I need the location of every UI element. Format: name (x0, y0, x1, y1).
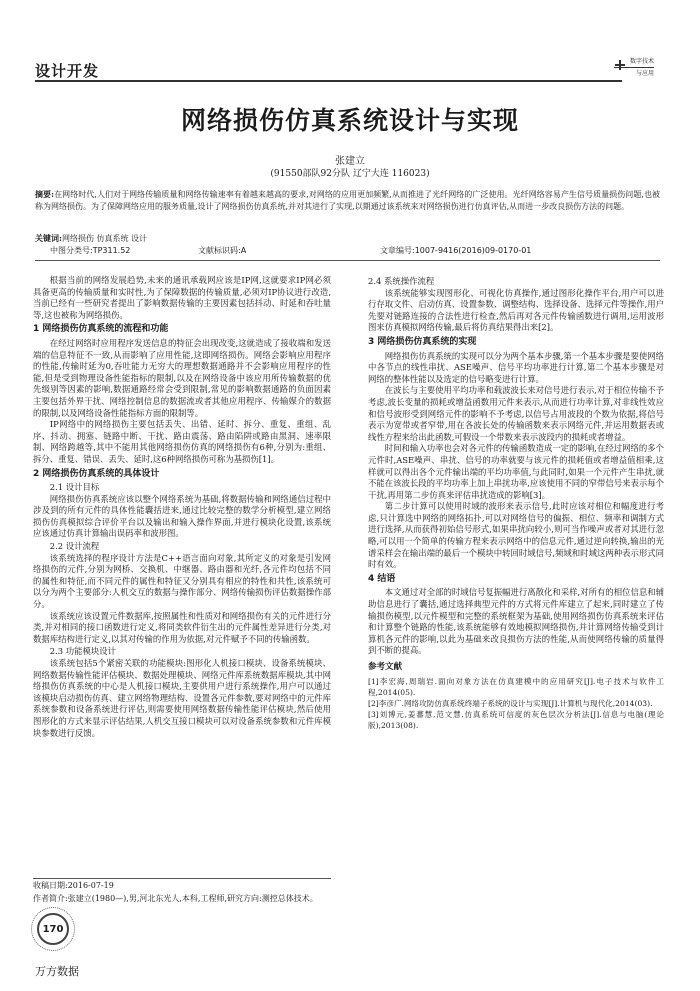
document-code: 文献标识码:A (198, 246, 247, 255)
reference-item: [1]李宏海,周瑞岩.面向对象方法在仿真建模中的应用研究[J].电子技术与软件工程,2014(05). (368, 676, 664, 697)
journal-badge-line1: 数字技术 (614, 58, 654, 68)
section-4-paragraph: 本文通过对全部的时域信号复振幅进行离散化和采样,对所有的相位信息和辅助信息进行了囊括,通过选择典型元件的方式将元件库建立了起来,同时建立了传输损伤模型,以元件模型和完整的系统框架为基础,使用网络损伤仿真系统来评估和计算整个链路的性能,该系统能够有效地模拟网络损伤,并计算网络传输受到计算机各元件的影响,以此为基础来改良损伤方法的性能,从而使网络传输的质量得到不断的提高。 (368, 587, 664, 656)
section-2-3-paragraph: 该系统包括5个紧密关联的功能模块:图形化人机接口模块、设备系统模块、网络数据传输性能评估模块、数据处理模块、网络元件库系统数据库模块,其中网络损伤仿真系统的中心是人机接口模块,主要供用户进行系统操作,用户可以通过该模块启动损伤仿真、建立网络物理结构、设置各元件参数,要对网络中的元件库系统参数和设备系统进行评估,则需要使用网络数据传输性能评估模块,然后使用图形化的方式来显示评估结果,人机交互接口模块可以对设备系统参数和元件库模块参数进行反馈。 (33, 658, 331, 738)
section-1-paragraph-1: 在经过网络时应用程序发送信息的特征会出现改变,这就造成了接收端和发送端的信息特征不一致,从而影响了应用性能,这即网络损伤。网络会影响应用程序的性能,传输时延为0,吞吐能力无穷大的理想数据通路并不会影响应用程序的性能,但是受到物理设备性能指标的限制,以及在网络设备中该应用所传输数据的优先级别等因素的影响,数据通路经常会受到限制,常见的影响数据通路的负面因素主要包括外界干扰、网络控制信息的数据流或者其他应用程序、传输媒介的数据的限制,以及网络设备性能指标方面的限制等。 (33, 337, 331, 418)
clc-number: 中图分类号:TP311.52 (50, 246, 131, 255)
section-3-paragraph-3: 时间和输入功率也会对各元件的传输函数造成一定的影响,在经过网络的多个元件时,ASE噪声、串扰、信号的功率就要与该元件的损耗值或者增益值相乘,这样就可以得出各个元件输出端的平均功率值,与此同时,如果一个元件产生串扰,就不能在该波长段的平均功率上加上串扰功率,应该使用不同的窄带信号来表示每个干扰,再用第二步仿真来评估串扰造成的影响[3]。 (368, 443, 664, 500)
abstract-label: 摘要: (35, 189, 55, 199)
section-3-paragraph-1: 网络损伤仿真系统的实现可以分为两个基本步骤,第一个基本步骤是要使网络中各节点的线性串扰、ASE噪声、信号平均功率进行计算,第二个基本步骤是对网络的整体性能以及选定的信号略变进行计算。 (368, 350, 664, 384)
header-divider (35, 80, 622, 82)
right-column (368, 275, 664, 732)
intro-paragraph: 根据当前的网络发展趋势,未来的通讯承载网应该是IP网,这就要求IP网必须具备更高的传输质量和实时性,为了保障数据的传输质量,必须对IP协议进行改造,当前已经有一些研究者提出了影响数据传输的主要因素包括抖动、时延和吞吐量等,这也被称为网络损伤。 (33, 275, 331, 320)
left-column (33, 275, 331, 739)
classification-row (50, 245, 660, 257)
section-2-2-paragraph-1: 该系统选择的程序设计方法是C++语言面向对象,其所定义的对象是引发网络损伤的元件,分别为网桥、交换机、中继器、路由器和光纤,各元件均包括不同的属性和特征,而不同元件的属性和特征又分别具有相应的特性和共性,该系统可以分为两个主要部分:人机交互的数据与操作部分、网络传输损伤评估数据操作部分。 (33, 552, 331, 610)
article-author: 张建立 (335, 156, 365, 167)
section-4-heading: 4 结语 (368, 573, 396, 584)
cross-icon (615, 60, 625, 70)
section-3-heading: 3 网络损伤仿真系统的实现 (368, 336, 477, 347)
section-2-4-heading: 2.4 系统操作流程 (368, 276, 435, 286)
section-1-paragraph-2: IP网络中的网络损伤主要包括丢失、出错、延时、拆分、重复、重组、乱序、抖动、拥塞、链路中断、干扰、路由震荡、路由陷阱或路由黑洞、速率限制、网络跨越等,其中不能用其他网络损伤仿真的网络损伤有6种,分别为:重组、拆分、重复、错误、丢失、延时,这6种网络损伤可称为基损伤[1]。 (33, 419, 331, 464)
section-2-3-heading: 2.3 功能模块设计 (49, 646, 117, 657)
journal-badge-line2: 与应用 (635, 70, 654, 77)
reference-item: [2]李彦广.网络攻防仿真系统终端子系统的设计与实现[J].计算机与现代化,2014(03). (368, 699, 653, 708)
section-2-2-paragraph-2: 该系统应该设置元件数据库,按照属性和性质对和网络损伤有关的元件进行分类,并对相同的接口函数进行定义,将同类软件衍生出的元件属性差异进行分类,对数据库结构进行定义,以其对传输的作用为依据,对元件赋予不同的传输函数。 (33, 610, 331, 644)
keywords-text: 网络损伤 仿真系统 设计 (61, 234, 148, 243)
classification-divider (35, 260, 660, 261)
page-number: 170 (37, 913, 69, 945)
reference-item: [3]刘博元,姜蕃慧,范文慧.仿真系统可信度的灰色层次分析法[J].信息与电脑(理论版),2013(08). (368, 710, 664, 731)
section-3-paragraph-4: 第二步计算可以使用时域的波形来表示信号,此时应该对相位和幅度进行考虑,只计算选中网络的网络拓扑,可以对网络信号的偏振、相位、频率和调制方式进行选择,从而获得初始信号形式,如果串扰向较小,则可当作噪声或者对其进行忽略,可以用一个简单的传输方程来表示网络中的信息元件,通过逆向转换,输出的光谱采样会在输出端的最后一个模块中转回时域信号,频域和时域这两种表示形式同时有效。 (368, 501, 664, 570)
section-2-2-heading: 2.2 设计流程 (49, 541, 100, 552)
section-2-1-paragraph: 网络损伤仿真系统应该以整个网络系统为基础,将数据传输和网络通信过程中涉及到的所有元件的具体性能囊括进来,通过比较完整的数学分析模型,建立网络损伤仿真模拟综合评价平台以及输出和输入操作界面,并进行模块化设置,该系统应该通过仿真计算输出误码率和波形图。 (33, 493, 331, 539)
keywords (35, 232, 660, 245)
section-2-heading: 2 网络损伤仿真系统的具体设计 (33, 468, 160, 479)
received-date: 收稿日期:2016-07-19 (33, 881, 114, 890)
section-label: 设计开发 (35, 62, 100, 80)
section-2-1-heading: 2.1 设计目标 (49, 482, 100, 493)
keywords-label: 关键词: (35, 233, 62, 243)
section-1-heading: 1 网络损伤仿真系统的流程和功能 (33, 324, 169, 335)
watermark-text: 万方数据 (35, 965, 79, 978)
footer-divider (33, 878, 331, 879)
abstract-text: 在网络时代,人们对于网络传输质量和网络传输速率有着越来越高的要求,对网络的应用更加频繁,从而推进了光纤网络的广泛使用。光纤网络容易产生信号质量损伤问题,也被称为网络损伤。为了保障网络应用的服务质量,设计了网络损伤仿真系统,并对其进行了实现,以期通过该系统来对网络损伤进行仿真评估,从而进一步改良损伤方法的问题。 (35, 190, 661, 211)
abstract (35, 188, 660, 213)
article-affiliation: (91550部队92分队 辽宁大连 116023) (270, 169, 430, 179)
section-3-paragraph-2: 在波长与主要使用平均功率和载波波长来对信号进行表示,对于相位传输不予考虑,波长变量的损耗或增益函数用元件来表示,从而进行功率计算,对非线性效应和信号波形受到网络元件的影响不予考虑,以信号占用波段的个数为依据,将信号表示为宽带或者窄带,用在各波长处的传输函数来表示网络元件,并运用数据表或线性方程来给出此函数,可假设一个带数来表示波段内的损耗或者增益。 (368, 385, 664, 442)
references-heading: 参考文献 (368, 662, 403, 672)
author-bio: 作者简介:张建立(1980—),男,河北东光人,本科,工程师,研究方向:测控总体技术。 (33, 894, 318, 903)
article-number: 文章编号:1007-9416(2016)09-0170-01 (380, 246, 532, 255)
section-2-4-paragraph: 该系统能够实现图形化、可视化仿真操作,通过图形化操作平台,用户可以进行存取文件、启动仿真、设置参数、调整结构、选择设备、选择元件等操作,用户先要对链路连接的合法性进行检查,然后再对各元件传输函数进行调用,运用波形图来仿真模拟网络传输,最后将仿真结果得出来[2]。 (368, 287, 664, 333)
article-title: 网络损伤仿真系统设计与实现 (180, 106, 519, 135)
